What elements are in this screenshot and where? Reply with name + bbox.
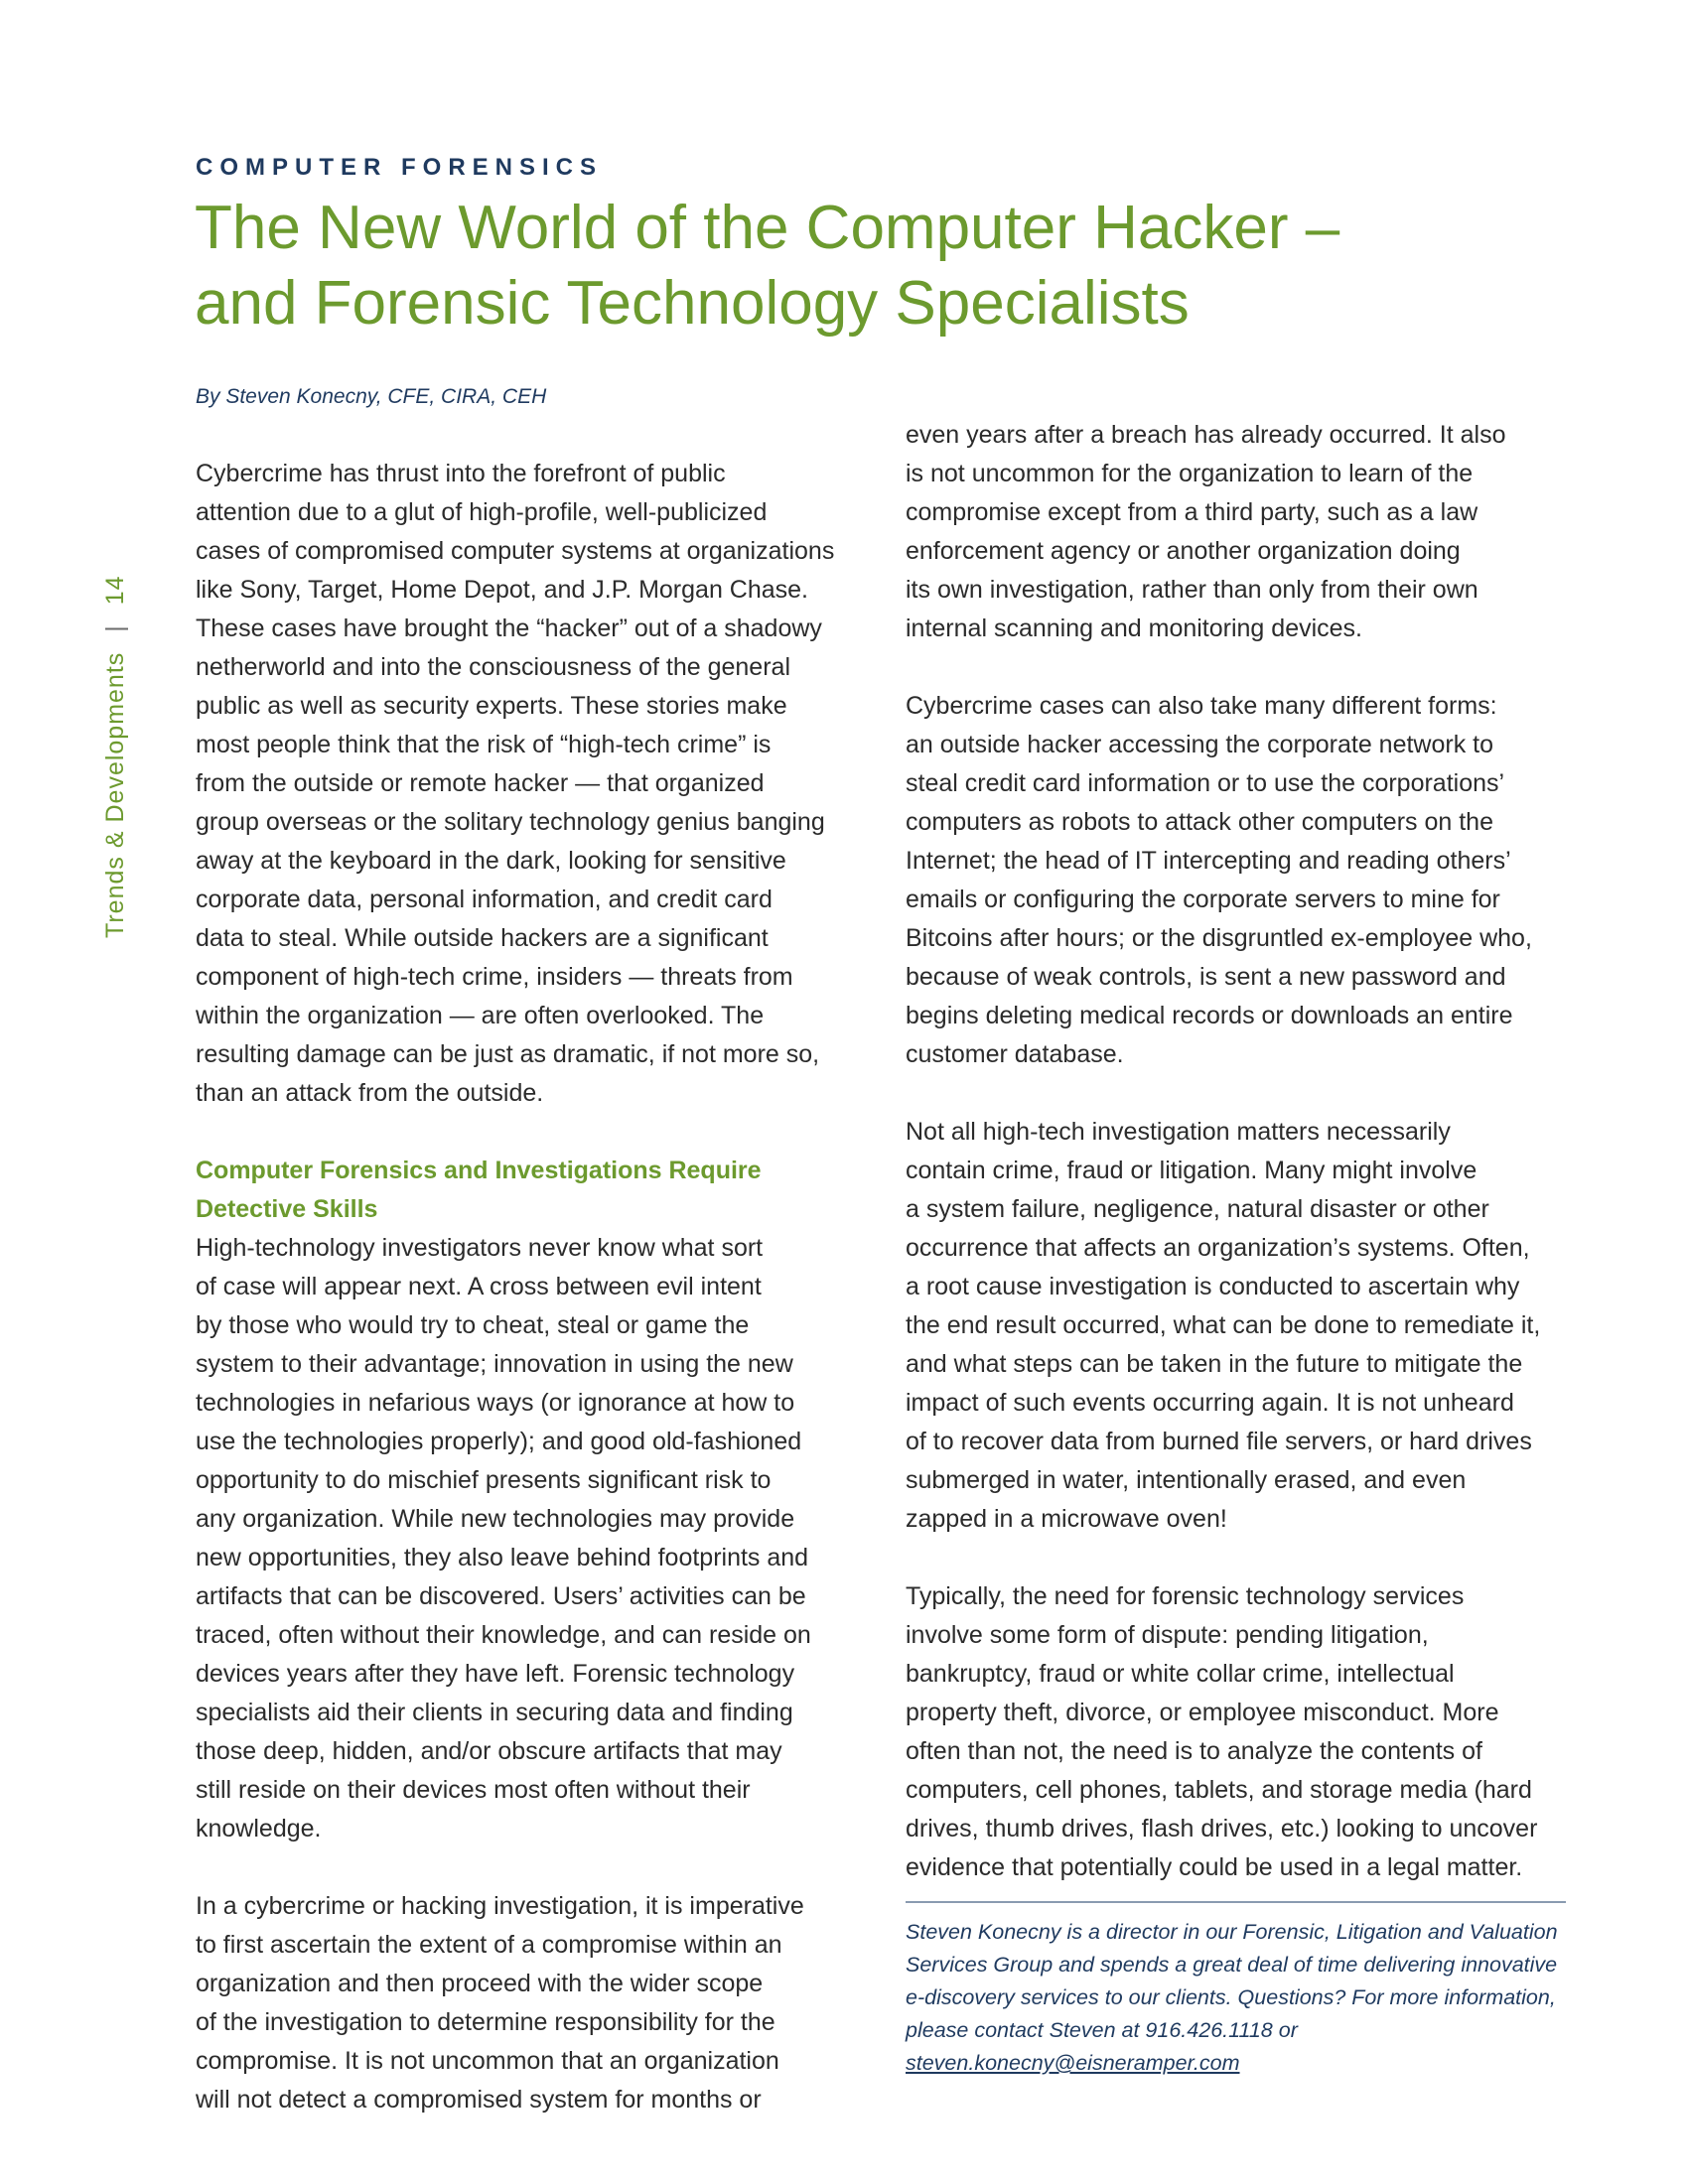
section-ampersand: &	[101, 830, 129, 849]
paragraph-breach-discovery: even years after a breach has already occurred. It also is not uncommon for the organization to learn of the compromise except from a third party, such as a law enforcement agency or another organization doing its own investigation, rather than only from their own internal scanning and monitoring devices.	[906, 421, 1506, 642]
paragraph-cybercrime-forms: Cybercrime cases can also take many different forms: an outside hacker accessing the corporate network to steal credit card information or to use the corporations’ computers as robots to attack other computers on the Internet; the head of IT intercepting and reading others’ emails or configuring the corporate servers to mine for Bitcoins after hours; or the disgruntled ex-employee who, because of weak controls, is sent a new password and begins deleting medical records or downloads an entire customer database.	[906, 692, 1532, 1068]
author-bio	[906, 1916, 1581, 2080]
author-email-link[interactable]: steven.konecny@eisneramper.com	[906, 2051, 1240, 2075]
subheading-detective-skills: Computer Forensics and Investigations Require Detective Skills	[196, 1157, 762, 1223]
section-kicker: COMPUTER FORENSICS	[196, 154, 604, 181]
section-developments: Developments	[101, 651, 129, 823]
byline: By Steven Konecny, CFE, CIRA, CEH	[196, 385, 547, 408]
article-title-line-2: and Forensic Technology Specialists	[195, 269, 1190, 338]
left-column	[196, 455, 871, 2119]
right-column	[906, 416, 1571, 1887]
paragraph-investigators: High-technology investigators never know what sort of case will appear next. A cross between evil intent by those who would try to cheat, steal or game the system to their advantage; innovation in using the new technologies in nefarious ways (or ignorance at how to use the technologies properly); and good old-fashioned opportunity to do mischief presents significant risk to any organization. While new technologies may provide new opportunities, they also leave behind footprints and artifacts that can be discovered. Users’ activities can be traced, often without their knowledge, and can reside on devices years after they have left. Forensic technology specialists aid their clients in securing data and finding those deep, hidden, and/or obscure artifacts that may still reside on their devices most often without their knowledge.	[196, 1234, 811, 1843]
sidebar-section-label	[101, 575, 130, 938]
page-number: 14	[101, 575, 129, 606]
section-separator: |	[101, 624, 129, 632]
author-bio-text: Steven Konecny is a director in our Forensic, Litigation and Valuation Services Group and spends a great deal of time delivering innovative e-discovery services to our clients. Questions? For more information, please contact Steven at 916.426.1118 or	[906, 1920, 1558, 2042]
article-title-line-1: The New World of the Computer Hacker –	[195, 194, 1340, 262]
paragraph-hacking-investigation: In a cybercrime or hacking investigation, it is imperative to first ascertain the extent of a compromise within an organization and then proceed with the wider scope of the investigation to determine responsibility for the compromise. It is not uncommon that an organization will not detect a compromised system for months or	[196, 1892, 804, 2114]
bio-divider	[906, 1901, 1566, 1903]
section-trends: Trends	[101, 856, 129, 938]
paragraph-intro: Cybercrime has thrust into the forefront of public attention due to a glut of high-profile, well-publicized cases of compromised computer systems at organizations like Sony, Target, Home Depot, and J.P. Morgan Chase. These cases have brought the “hacker” out of a shadowy netherworld and into the consciousness of the general public as well as security experts. These stories make most people think that the risk of “high-tech crime” is from the outside or remote hacker — that organized group overseas or the solitary technology genius banging away at the keyboard in the dark, looking for sensitive corporate data, personal information, and credit card data to steal. While outside hackers are a significant component of high-tech crime, insiders — threats from within the organization — are often overlooked. The resulting damage can be just as dramatic, if not more so, than an attack from the outside.	[196, 460, 835, 1107]
article-title	[195, 191, 1485, 341]
paragraph-forensic-services: Typically, the need for forensic technology services involve some form of dispute: pending litigation, bankruptcy, fraud or white collar crime, intellectual property theft, divorce, or employee misconduct. More often than not, the need is to analyze the contents of computers, cell phones, tablets, and storage media (hard drives, thumb drives, flash drives, etc.) looking to uncover evidence that potentially could be used in a legal matter.	[906, 1582, 1538, 1881]
paragraph-not-all-crime: Not all high-tech investigation matters necessarily contain crime, fraud or litigation. Many might involve a system failure, negligence, natural disaster or other occurrence that affects an organization’s systems. Often, a root cause investigation is conducted to ascertain why the end result occurred, what can be done to remediate it, and what steps can be taken in the future to mitigate the impact of such events occurring again. It is not unheard of to recover data from burned file servers, or hard drives submerged in water, intentionally erased, and even zapped in a microwave oven!	[906, 1118, 1541, 1533]
